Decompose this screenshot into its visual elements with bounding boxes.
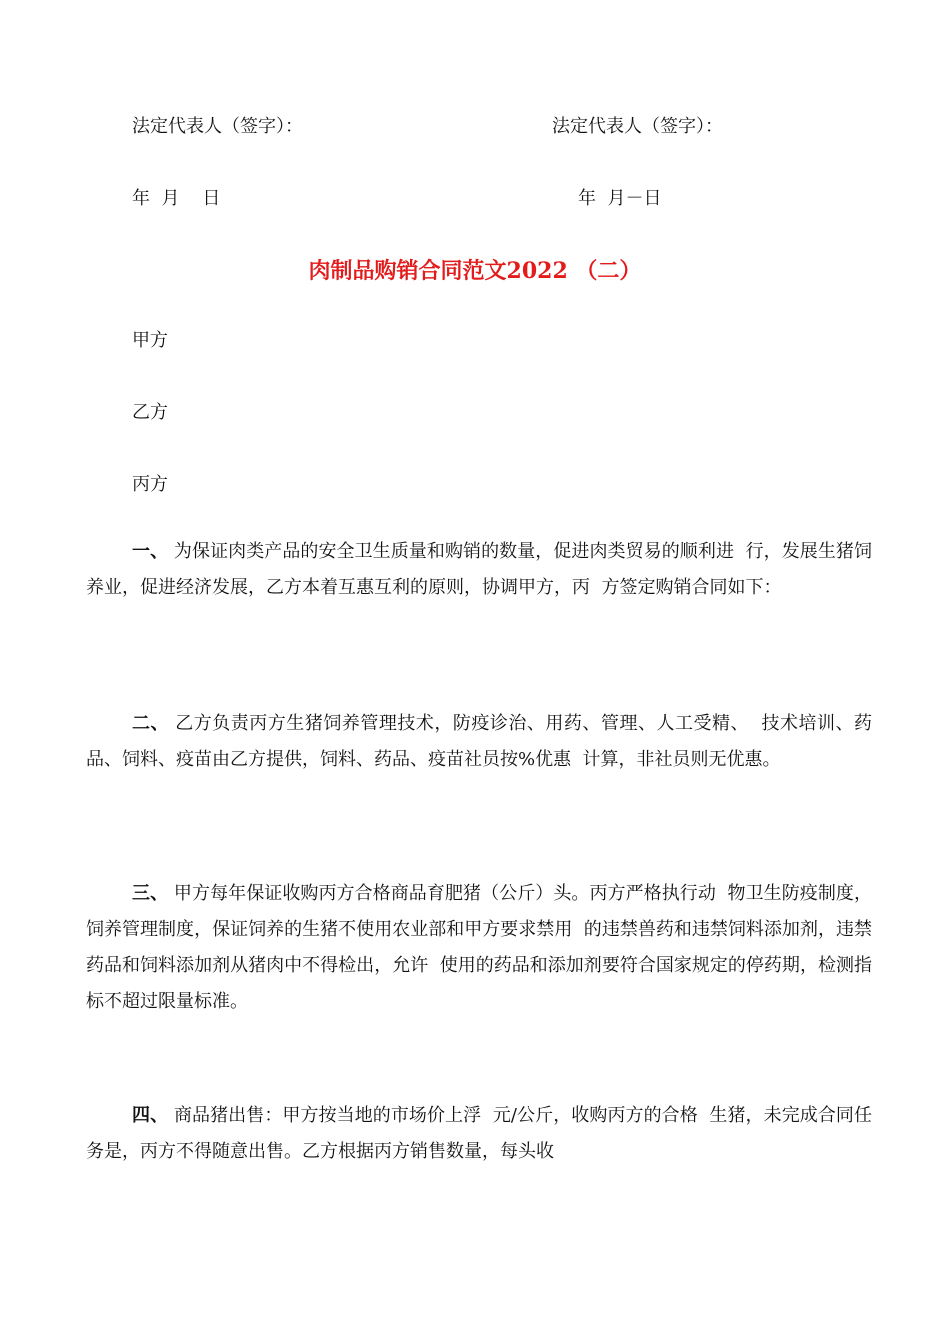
signature-label-left: 法定代表人（签字）： <box>132 116 303 137</box>
party-bing: 丙方 <box>132 474 168 495</box>
section-2 <box>86 706 872 778</box>
signature-label-right: 法定代表人（签字）： <box>552 116 723 137</box>
section-2-text: 乙方负责丙方生猪饲养管理技术，防疫诊治、用药、管理、人工受精、 技术培训、药品、饲料、疫苗由乙方提供，饲料、药品、疫苗社员按%优惠 计算，非社员则无优惠。 <box>86 713 873 770</box>
date-left: 年 月 日 <box>132 188 221 209</box>
date-right: 年 月－日 <box>578 188 662 209</box>
section-3-number: 三、 <box>132 883 169 904</box>
document-title: 肉制品购销合同范文2022 （二） <box>308 258 642 284</box>
section-1 <box>86 534 872 606</box>
section-4-text: 商品猪出售：甲方按当地的市场价上浮 元/公斤，收购丙方的合格 生猪，未完成合同任务是，丙方不得随意出售。乙方根据丙方销售数量，每头收 <box>86 1105 873 1162</box>
party-jia: 甲方 <box>132 330 168 351</box>
section-4 <box>86 1098 872 1170</box>
section-1-number: 一、 <box>132 541 169 562</box>
section-1-text: 为保证肉类产品的安全卫生质量和购销的数量，促进肉类贸易的顺利进 行，发展生猪饲养业，促进经济发展，乙方本着互惠互利的原则，协调甲方，丙 方签定购销合同如下： <box>86 541 872 598</box>
section-3 <box>86 876 872 1020</box>
section-4-number: 四、 <box>132 1105 169 1126</box>
section-2-number: 二、 <box>132 713 170 734</box>
section-3-text: 甲方每年保证收购丙方合格商品育肥猪（公斤）头。丙方严格执行动 物卫生防疫制度，饲养管理制度，保证饲养的生猪不使用农业部和甲方要求禁用 的违禁兽药和违禁饲料添加剂，违禁药品和饲料添加剂从猪肉中不得检出，允许 使用的药品和添加剂要符合国家规定的停药期，检测指标不超过限量标准。 <box>86 883 872 1012</box>
party-yi: 乙方 <box>132 402 168 423</box>
